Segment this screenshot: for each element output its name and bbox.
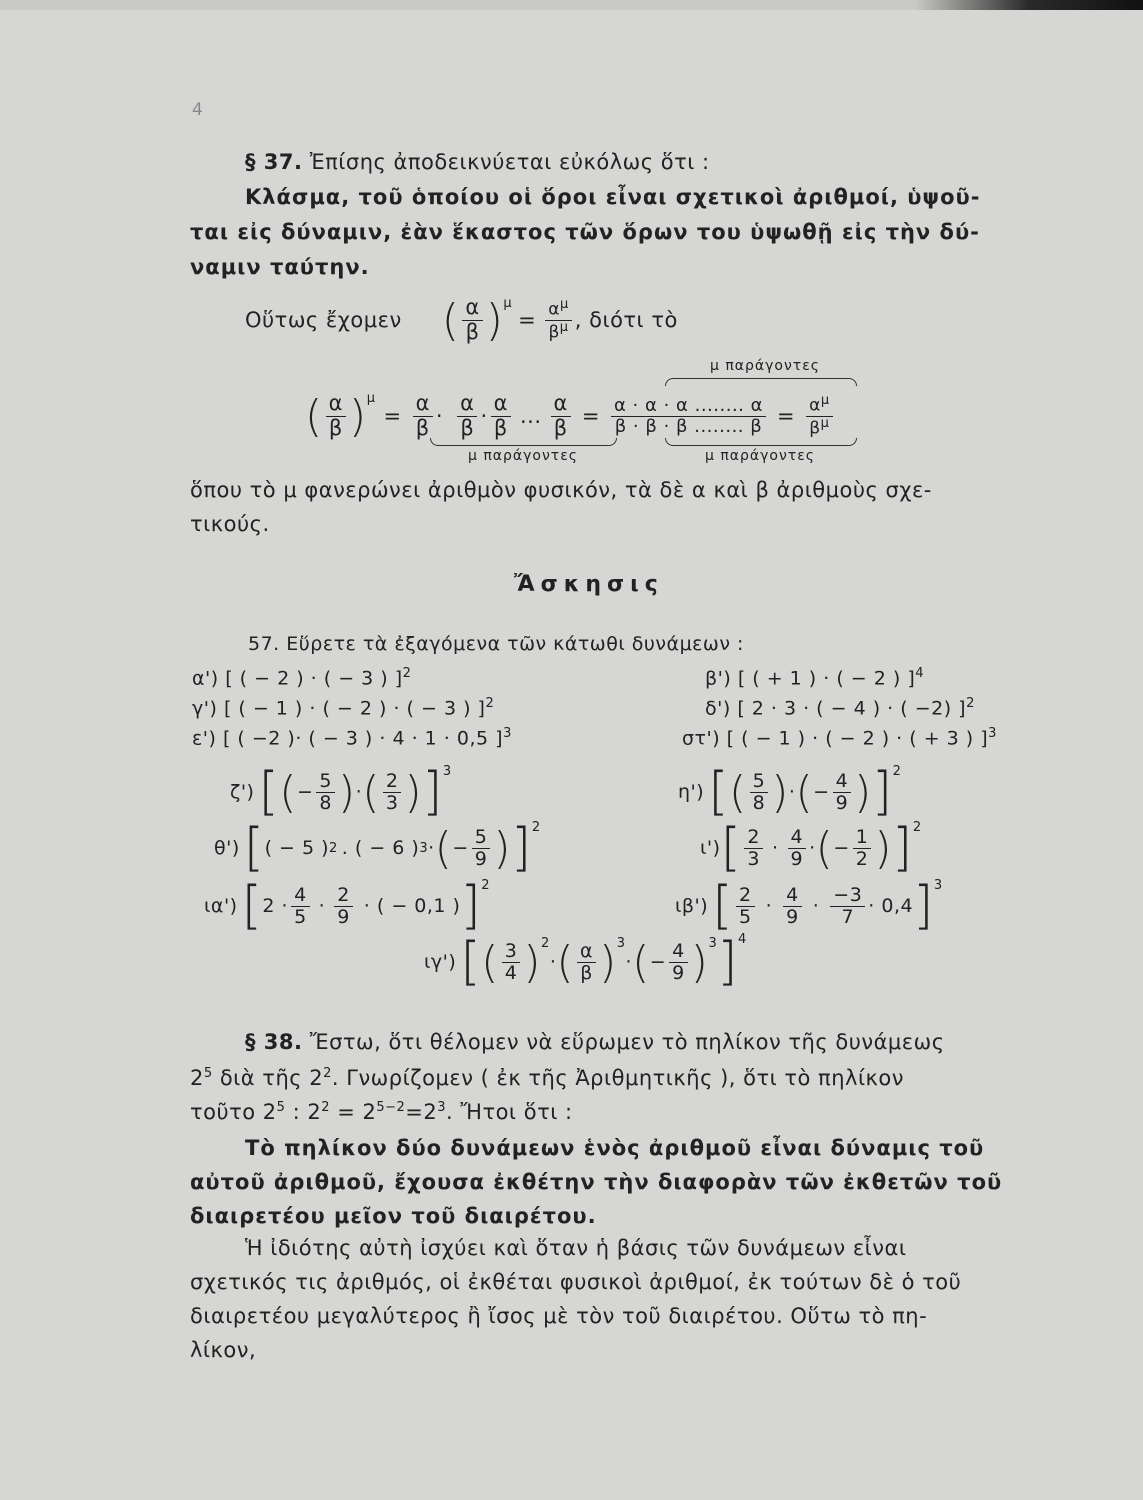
exercise-number: 57.: [248, 633, 280, 655]
fraction-a-mu-over-b-mu: $\frac{\alpha^\mu}{\beta^\mu}$: [545, 298, 572, 342]
marginal-mark: 4: [192, 100, 203, 120]
sec38-line2: $2^5$ διὰ τῆς $2^2$. Γνωρίζομεν ( ἐκ τῆς Ἀριθμητικῆς ), ὅτι τὸ πηλίκον: [190, 1066, 905, 1090]
exercise-m: ιγ') [ ( $\frac{3}{4}$ ) 2 · ( $\frac{\alpha}{\beta}$ ) 3 · ( − $\frac{4}{9}$ ) 3 ] 4: [424, 932, 747, 992]
sec37-heading: § 37.: [245, 150, 303, 174]
sec38-rule-line2: αὐτοῦ ἀριθμοῦ, ἔχουσα ἐκθέτην τὴν διαφορὰν τῶν ἐκθετῶν τοῦ: [190, 1170, 1003, 1194]
exercise-prompt-line: [248, 633, 744, 655]
brace-bottom-left: [430, 438, 617, 446]
sec38-note-line2: σχετικός τις ἀριθμός, οἱ ἐκθέται φυσικοὶ ἀριθμοί, ἐκ τούτων δὲ ὁ τοῦ: [190, 1270, 962, 1294]
exercise-e: ε') [ ( −2 )· ( − 3 ) · 4 · 1 · 0,5 ]$^3$: [192, 726, 512, 750]
sec37-intro-line: [245, 150, 710, 174]
scan-edge: [0, 0, 1143, 10]
exercise-d: δ') [ 2 · 3 · ( − 4 ) · ( −2) ]$^2$: [705, 696, 975, 720]
brace-bottom-right: [665, 438, 857, 446]
sec37-rule-line3: ναμιν ταύτην.: [190, 255, 370, 279]
sec38-rule-line3: διαιρετέου μεῖον τοῦ διαιρέτου.: [190, 1204, 597, 1228]
sec38-note-line4: λίκον,: [190, 1338, 257, 1362]
exercise-g: ζ') [ ( − $\frac{5}{8}$ ) · ( $\frac{2}{3}$ ) ] 3: [230, 762, 452, 822]
sec38-note-line1: Ἡ ἰδιότης αὐτὴ ἰσχύει καὶ ὅταν ἡ βάσις τῶν δυνάμεων εἶναι: [245, 1236, 907, 1260]
factors-label-right: μ παράγοντες: [705, 448, 816, 464]
factors-label-left: μ παράγοντες: [468, 448, 579, 464]
sec38-line1: § 38. Ἔστω, ὅτι θέλομεν νὰ εὕρωμεν τὸ πηλίκον τῆς δυνάμεως: [245, 1030, 945, 1054]
exercise-h: η') [ ( $\frac{5}{8}$ ) · ( − $\frac{4}{9}$ ) ] 2: [678, 762, 902, 822]
sec37-rule-line1: Κλάσμα, τοῦ ὁποίου οἱ ὅροι εἶναι σχετικοὶ ἀριθμοί, ὑψοῦ-: [245, 185, 981, 209]
where-line1: ὅπου τὸ μ φανερώνει ἀριθμὸν φυσικόν, τὰ δὲ α καὶ β ἀριθμοὺς σχε-: [190, 478, 932, 502]
exercise-a: α') [ ( − 2 ) · ( − 3 ) ]$^2$: [192, 666, 412, 690]
exercise-b: β') [ ( + 1 ) · ( − 2 ) ]$^4$: [705, 666, 925, 690]
formula-power-of-fraction: Οὕτως ἔχομεν ( $\frac{\alpha}{\beta}$ ) μ = $\frac{\alpha^\mu}{\beta^\mu}$ , διότι τὸ: [245, 294, 678, 346]
fraction-a-over-b: $\frac{\alpha}{\beta}$: [462, 296, 482, 343]
fraction-dotted-product: $\frac{\alpha \cdot \alpha \cdot \alpha ........ \alpha}{\beta \cdot \beta \cdot \beta ........ \beta}$: [611, 396, 766, 437]
sec38-note-line3: διαιρετέου μεγαλύτερος ἢ ἴσος μὲ τὸν τοῦ διαιρέτου. Οὕτω τὸ πη-: [190, 1304, 928, 1328]
exercise-f: στ') [ ( − 1 ) · ( − 2 ) · ( + 3 ) ]$^3$: [682, 726, 997, 750]
sec38-line3: τοῦτο $2^5$ : $2^2 = 2^{5-2}=2^3$. Ἤτοι ὅτι :: [190, 1100, 573, 1124]
exercise-i: θ') [ ( − 5 ) 2 . ( − 6 ) 3 · ( − $\frac{5}{9}$ ) ] 2: [214, 818, 541, 878]
exercise-l: ιβ') [ $\frac{2}{5}$ · $\frac{4}{9}$ · $\frac{-3}{7}$ · 0,4 ] 3: [675, 876, 943, 936]
sec38-rule-line1: Τὸ πηλίκον δύο δυνάμεων ἑνὸς ἀριθμοῦ εἶναι δύναμις τοῦ: [245, 1136, 985, 1160]
exercise-c: γ') [ ( − 1 ) · ( − 2 ) · ( − 3 ) ]$^2$: [192, 696, 495, 720]
sec37-intro: Ἐπίσης ἀποδεικνύεται εὐκόλως ὅτι :: [309, 150, 710, 174]
exercise-title: Ἄσκησις: [514, 572, 664, 597]
exercise-j: ι') [ $\frac{2}{3}$ · $\frac{4}{9}$ · ( − $\frac{1}{2}$ ) ] 2: [700, 818, 922, 878]
exercise-prompt: Εὕρετε τὰ ἐξαγόμενα τῶν κάτωθι δυνάμεων :: [286, 633, 744, 655]
thus-text: Οὕτως ἔχομεν: [245, 308, 402, 332]
factors-label-top: μ παράγοντες: [710, 358, 821, 374]
sec38-heading: § 38.: [245, 1030, 303, 1054]
because-text: , διότι τὸ: [574, 308, 678, 332]
where-line2: τικούς.: [190, 512, 270, 536]
exercise-k: ια') [ 2 · $\frac{4}{5}$ · $\frac{2}{9}$ · ( − 0,1 ) ] 2: [204, 876, 491, 936]
sec37-rule-line2: ται εἰς δύναμιν, ἐὰν ἕκαστος τῶν ὅρων του ὑψωθῇ εἰς τὴν δύ-: [190, 220, 980, 244]
formula-expanded: ( $\frac{\alpha}{\beta}$ ) μ = $\frac{\alpha}{\beta}$ · $\frac{\alpha}{\beta}$ · $\frac{\alpha}{\beta}$ ... $\frac{\alpha}{\beta}$ = $\frac{\alpha \cdot \alpha \cdot \alpha ........ \alpha}{\beta \cdot \beta \cdot \beta ........ \beta}$ = $\frac{\alpha^\mu}{\beta^\mu}$: [305, 385, 836, 447]
